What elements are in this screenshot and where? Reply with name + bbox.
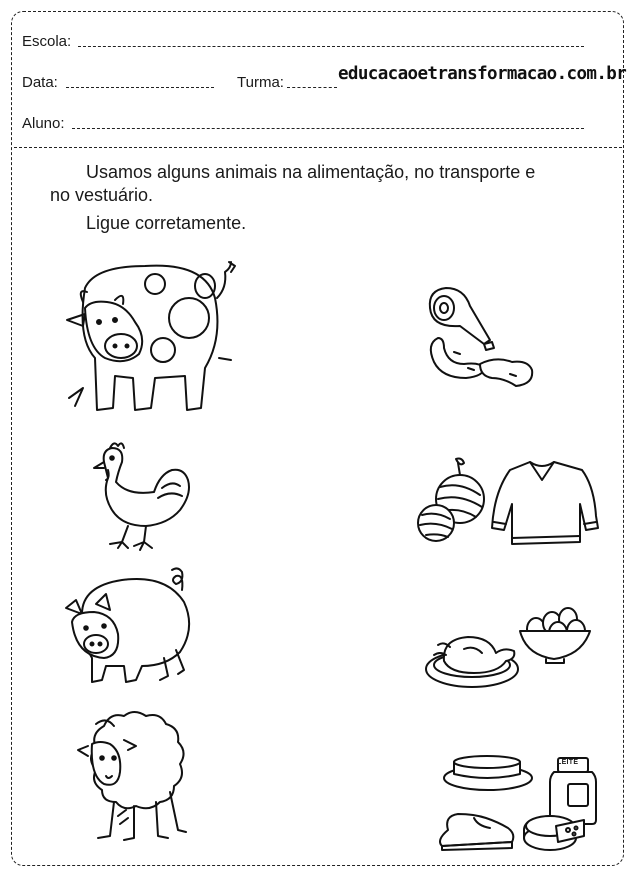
cow-illustration[interactable]: [55, 258, 245, 428]
meat-and-sausages-illustration[interactable]: [420, 282, 544, 394]
chicken-illustration[interactable]: [88, 438, 198, 558]
header-separator: [14, 147, 622, 148]
cheese-illustration[interactable]: [520, 808, 590, 856]
instruction-line-3: Ligue corretamente.: [86, 213, 247, 233]
date-label: Data:: [22, 74, 58, 91]
milk-label: LEITE: [557, 759, 579, 766]
website-watermark: educacaoetransformacao.com.br: [338, 64, 627, 84]
sweater-illustration[interactable]: [486, 456, 606, 554]
egg-bowl-illustration[interactable]: [518, 605, 592, 665]
shoe-illustration[interactable]: [434, 804, 518, 854]
pig-illustration[interactable]: [62, 562, 202, 688]
class-field[interactable]: [287, 87, 337, 88]
plate-illustration[interactable]: [440, 752, 534, 794]
yarn-balls-illustration[interactable]: [410, 455, 492, 547]
instruction-line-1: Usamos alguns animais na alimentação, no transporte e: [86, 162, 536, 182]
instruction-line-2: no vestuário.: [50, 185, 154, 205]
sheep-illustration[interactable]: [74, 706, 192, 846]
class-label: Turma:: [237, 74, 284, 91]
student-field[interactable]: [72, 128, 584, 129]
date-field[interactable]: [66, 87, 214, 88]
school-field[interactable]: [78, 46, 584, 47]
student-label: Aluno:: [22, 115, 65, 132]
roast-chicken-illustration[interactable]: [424, 625, 524, 695]
school-label: Escola:: [22, 33, 72, 50]
